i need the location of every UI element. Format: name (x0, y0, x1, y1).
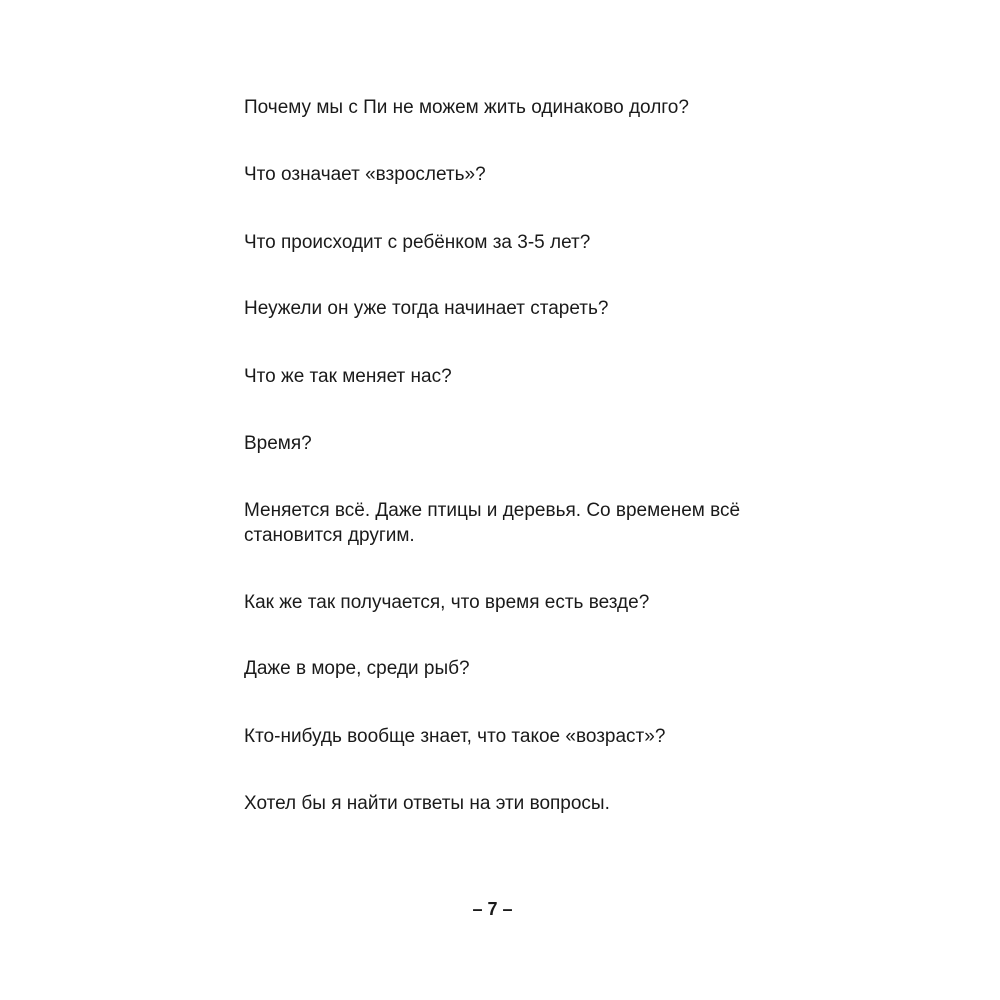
paragraph-2: Что означает «взрослеть»? (244, 164, 486, 185)
paragraph-1: Почему мы с Пи не можем жить одинаково долго? (244, 97, 689, 118)
paragraph-10: Кто-нибудь вообще знает, что такое «возраст»? (244, 726, 666, 747)
paragraph-4: Неужели он уже тогда начинает стареть? (244, 298, 609, 319)
page-number: – 7 – (472, 899, 513, 919)
paragraph-11: Хотел бы я найти ответы на эти вопросы. (244, 793, 610, 814)
paragraph-8: Как же так получается, что время есть везде? (244, 592, 650, 613)
paragraph-6: Время? (244, 433, 312, 454)
paragraph-5: Что же так меняет нас? (244, 366, 452, 387)
paragraph-3: Что происходит с ребёнком за 3-5 лет? (244, 232, 591, 253)
paragraph-7: Меняется всё. Даже птицы и деревья. Со временем всё становится другим. (244, 500, 741, 546)
paragraph-9: Даже в море, среди рыб? (244, 658, 470, 679)
